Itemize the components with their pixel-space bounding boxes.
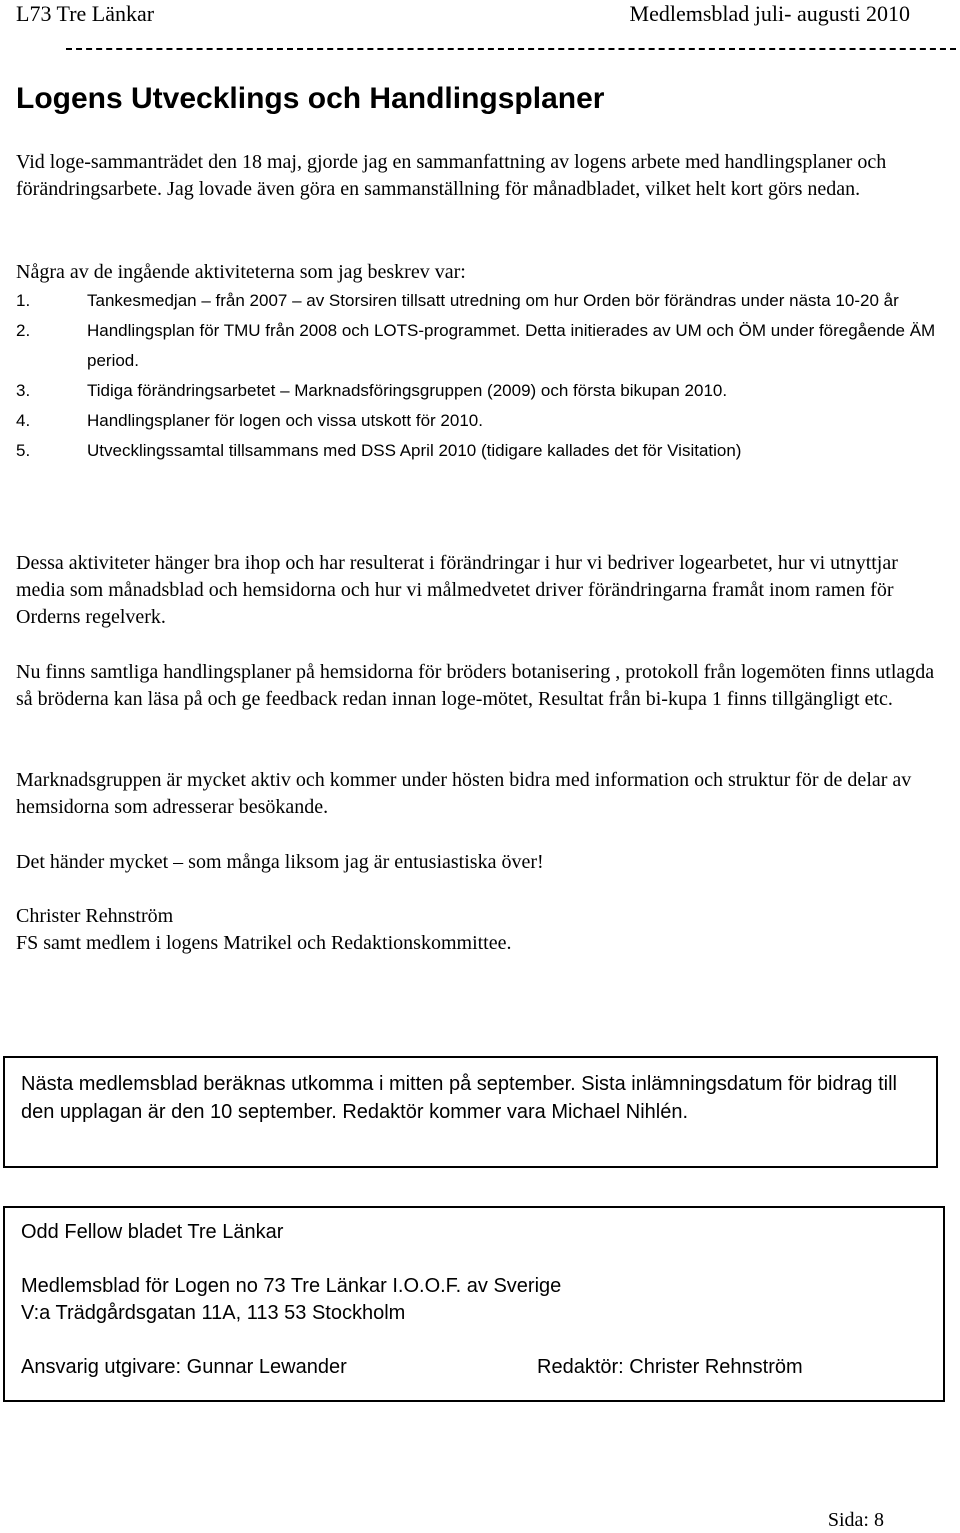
- list-item-number: 5.: [16, 441, 31, 460]
- list-item-number: 3.: [16, 381, 31, 400]
- signature-role: FS samt medlem i logens Matrikel och Redaktionskommittee.: [16, 932, 512, 954]
- list-item-number: 1.: [16, 291, 31, 310]
- list-item-text: Handlingsplaner för logen och vissa utskott för 2010.: [87, 411, 483, 430]
- publication-title: Odd Fellow bladet Tre Länkar: [21, 1221, 284, 1243]
- publication-description: Medlemsblad för Logen no 73 Tre Länkar I.O.O.F. av Sverige: [21, 1275, 562, 1297]
- header-divider: [66, 48, 956, 50]
- list-item: [16, 286, 936, 316]
- body-paragraph-4: Det händer mycket – som många liksom jag är entusiastiska över!: [16, 851, 544, 873]
- list-item-text: Handlingsplan för TMU från 2008 och LOTS-programmet. Detta initierades av UM och ÖM under föregående ÄM period.: [87, 321, 936, 370]
- list-item: [16, 316, 936, 376]
- list-item-text: Tankesmedjan – från 2007 – av Storsiren tillsatt utredning om hur Orden bör förändras under nästa 10-20 år: [87, 291, 899, 310]
- list-intro: Några av de ingående aktiviteterna som jag beskrev var:: [16, 261, 466, 283]
- list-item: [16, 436, 936, 466]
- body-paragraph-3: Marknadsgruppen är mycket aktiv och kommer under hösten bidra med information och struktur för de delar av hemsidorna som adresserar besökande.: [16, 769, 912, 818]
- list-item-text: Tidiga förändringsarbetet – Marknadsföringsgruppen (2009) och första bikupan 2010.: [87, 381, 728, 400]
- signature: [16, 903, 946, 957]
- publisher-label: Ansvarig utgivare: Gunnar Lewander: [21, 1356, 347, 1378]
- list-item: [16, 406, 936, 436]
- page-number: Sida: 8: [827, 1509, 884, 1531]
- body-paragraph-1: Dessa aktiviteter hänger bra ihop och har resulterat i förändringar i hur vi bedriver logearbetet, hur vi utnyttjar media som månadsblad och hemsidorna och hur vi målmedvetet driver förändringarna framåt inom ramen för Orderns regelverk.: [16, 552, 898, 628]
- intro-paragraph: Vid loge-sammanträdet den 18 maj, gjorde jag en sammanfattning av logens arbete med handlingsplaner och förändringsarbete. Jag lovade även göra en sammanställning för månadbladet, vilket helt kort görs nedan.: [16, 151, 887, 200]
- publication-info-box: [3, 1206, 945, 1402]
- activity-list: [16, 286, 936, 466]
- publication-address: V:a Trädgårdsgatan 11A, 113 53 Stockholm: [21, 1302, 406, 1324]
- editor-label: Redaktör: Christer Rehnström: [537, 1356, 803, 1378]
- signature-name: Christer Rehnström: [16, 905, 174, 927]
- list-item-text: Utvecklingssamtal tillsammans med DSS April 2010 (tidigare kallades det för Visitation): [87, 441, 742, 460]
- header-right: Medlemsblad juli- augusti 2010: [629, 1, 910, 26]
- list-item: [16, 376, 936, 406]
- list-item-number: 2.: [16, 321, 31, 340]
- list-item-number: 4.: [16, 411, 31, 430]
- body-paragraph-2: Nu finns samtliga handlingsplaner på hemsidorna för bröders botanisering , protokoll från logemöten finns utlagda så bröderna kan läsa på och ge feedback redan innan loge-mötet, Resultat från bi-kupa 1 finns tillgängligt etc.: [16, 661, 935, 710]
- next-issue-notice-box: [3, 1056, 938, 1168]
- header-left: L73 Tre Länkar: [16, 1, 155, 26]
- page-title: Logens Utvecklings och Handlingsplaner: [16, 82, 605, 115]
- next-issue-notice-text: Nästa medlemsblad beräknas utkomma i mitten på september. Sista inlämningsdatum för bidrag till den upplagan är den 10 september. Redaktör kommer vara Michael Nihlén.: [21, 1073, 897, 1123]
